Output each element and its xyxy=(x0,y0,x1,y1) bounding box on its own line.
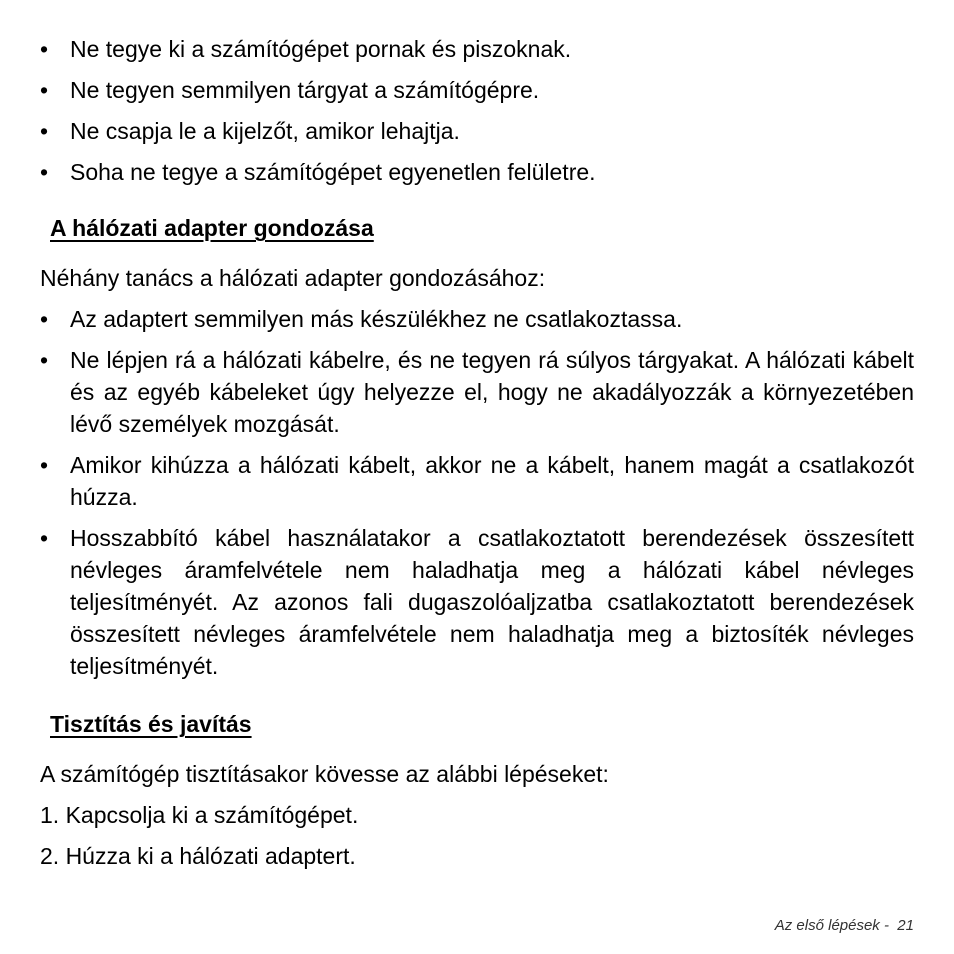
list-item-text: Hosszabbító kábel használatakor a csatlakoztatott berendezések összesített névleges áramfelvétele nem haladhatja meg a hálózati kábel névleges teljesítményét. Az azonos fali dugaszolóaljzatba csatlakoztatott berendezések összesített névleges áramfelvétele nem haladhatja meg a biztosíték névleges teljesítményét. xyxy=(70,525,914,679)
list-item xyxy=(0,449,954,513)
bullet-marker: • xyxy=(40,452,49,478)
list-item xyxy=(0,74,954,106)
bullet-marker: • xyxy=(40,347,49,373)
list-item xyxy=(0,33,954,65)
list-item xyxy=(0,522,954,682)
list-item-text: Ne csapja le a kijelzőt, amikor lehajtja. xyxy=(70,118,460,144)
bullet-marker: • xyxy=(40,159,49,185)
bullet-marker: • xyxy=(40,77,49,103)
cleaning-steps-list xyxy=(0,799,954,872)
list-item-text: Ne lépjen rá a hálózati kábelre, és ne tegyen rá súlyos tárgyakat. A hálózati kábelt és az egyéb kábeleket úgy helyezze el, hogy ne akadályozzák a környezetében lévő személyek mozgását. xyxy=(70,347,914,437)
cleaning-intro: A számítógép tisztításakor kövesse az alábbi lépéseket: xyxy=(40,761,609,787)
bullet-marker: • xyxy=(40,525,49,551)
bullet-marker: • xyxy=(40,118,49,144)
list-item-text: Ne tegye ki a számítógépet pornak és piszoknak. xyxy=(70,36,572,62)
step-item: 2. Húzza ki a hálózati adaptert. xyxy=(40,843,356,869)
section-heading-cleaning: Tisztítás és javítás xyxy=(50,711,252,737)
care-bullet-list xyxy=(0,33,954,188)
list-item xyxy=(0,115,954,147)
list-item-text: Ne tegyen semmilyen tárgyat a számítógépre. xyxy=(70,77,540,103)
list-item xyxy=(0,303,954,335)
list-item-text: Az adaptert semmilyen más készülékhez ne csatlakoztassa. xyxy=(70,306,683,332)
list-item xyxy=(0,344,954,440)
step-item: 1. Kapcsolja ki a számítógépet. xyxy=(40,802,359,828)
section-heading-adapter: A hálózati adapter gondozása xyxy=(50,215,374,241)
list-item xyxy=(0,156,954,188)
list-item-text: Soha ne tegye a számítógépet egyenetlen felületre. xyxy=(70,159,596,185)
adapter-bullet-list xyxy=(0,303,954,682)
list-item-text: Amikor kihúzza a hálózati kábelt, akkor ne a kábelt, hanem magát a csatlakozót húzza. xyxy=(70,452,914,510)
adapter-intro: Néhány tanács a hálózati adapter gondozásához: xyxy=(40,265,546,291)
bullet-marker: • xyxy=(40,36,49,62)
bullet-marker: • xyxy=(40,306,49,332)
page-footer: Az első lépések - 21 xyxy=(774,917,914,934)
